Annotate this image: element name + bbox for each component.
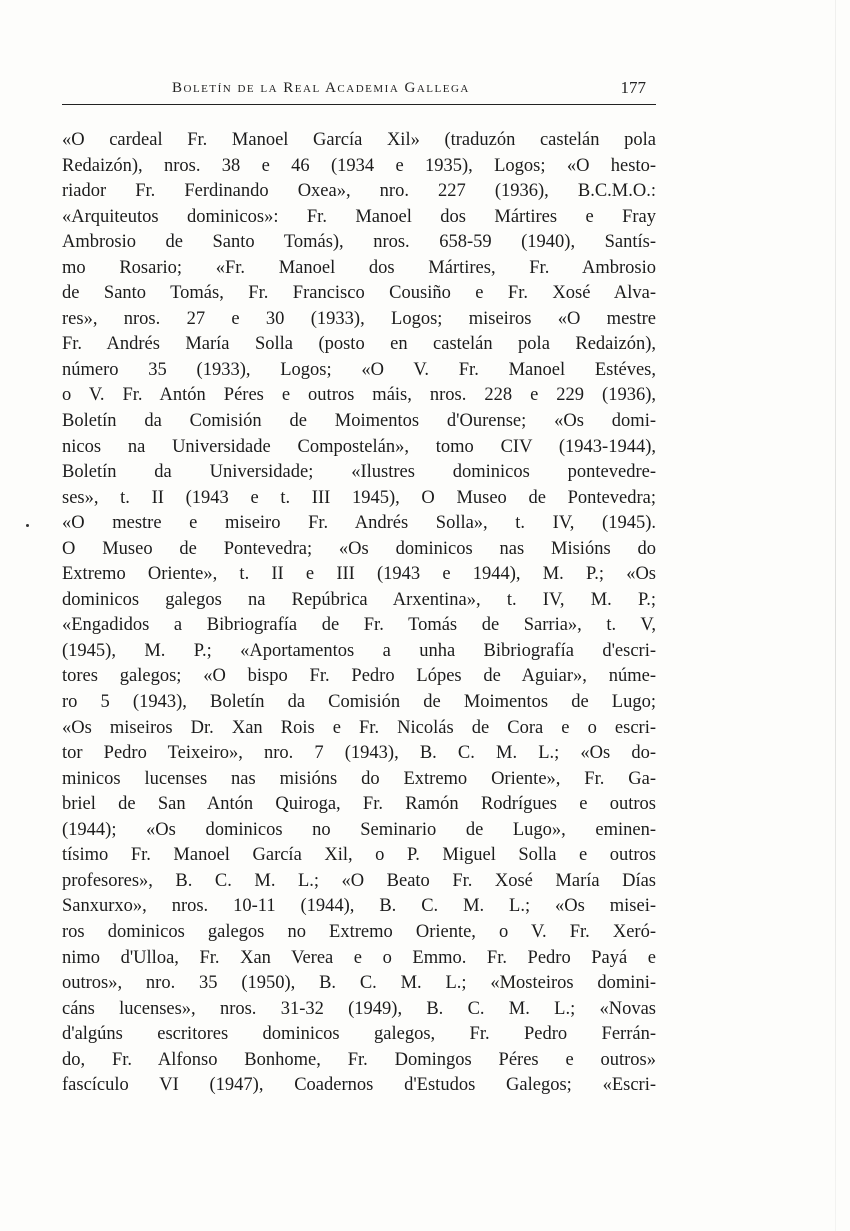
text-line: «Arquiteutos dominicos»: Fr. Manoel dos Mártires e Fray <box>62 206 656 227</box>
text-line: cáns lucenses», nros. 31-32 (1949), B. C. M. L.; «Novas <box>62 998 656 1019</box>
page-number: 177 <box>620 78 646 97</box>
margin-dot <box>26 524 29 527</box>
text-line: «Os miseiros Dr. Xan Rois e Fr. Nicolás de Cora e o escri- <box>62 717 656 738</box>
text-line: res», nros. 27 e 30 (1933), Logos; miseiros «O mestre <box>62 308 656 329</box>
text-line: ses», t. II (1943 e t. III 1945), O Museo de Pontevedra; <box>62 487 656 508</box>
text-line: nimo d'Ulloa, Fr. Xan Verea e o Emmo. Fr. Pedro Payá e <box>62 947 656 968</box>
text-line: tores galegos; «O bispo Fr. Pedro Lópes de Aguiar», núme- <box>62 666 656 687</box>
text-line: Boletín da Universidade; «Ilustres dominicos pontevedre- <box>62 462 656 483</box>
text-line: Fr. Andrés María Solla (posto en castelán pola Redaizón), <box>62 334 656 355</box>
text-line: (1944); «Os dominicos no Seminario de Lugo», eminen- <box>62 819 656 840</box>
text-line: briel de San Antón Quiroga, Fr. Ramón Rodrígues e outros <box>62 794 656 815</box>
text-line: outros», nro. 35 (1950), B. C. M. L.; «Mosteiros domini- <box>62 973 656 994</box>
text-line: número 35 (1933), Logos; «O V. Fr. Manoel Estéves, <box>62 359 656 380</box>
text-line: de Santo Tomás, Fr. Francisco Cousiño e Fr. Xosé Alva- <box>62 283 656 304</box>
text-line: ros dominicos galegos no Extremo Oriente, o V. Fr. Xeró- <box>62 921 656 942</box>
text-line: (1945), M. P.; «Aportamentos a unha Bibriografía d'escri- <box>62 640 656 661</box>
text-line: «Engadidos a Bibriografía de Fr. Tomás de Sarria», t. V, <box>62 615 656 636</box>
text-line: Extremo Oriente», t. II e III (1943 e 1944), M. P.; «Os <box>62 564 656 585</box>
text-line: Boletín da Comisión de Moimentos d'Ourense; «Os domi- <box>62 411 656 432</box>
body-text <box>62 128 656 1099</box>
text-line: mo Rosario; «Fr. Manoel dos Mártires, Fr. Ambrosio <box>62 257 656 278</box>
text-line: ro 5 (1943), Boletín da Comisión de Moimentos de Lugo; <box>62 692 656 713</box>
text-line: O Museo de Pontevedra; «Os dominicos nas Misións do <box>62 538 656 559</box>
journal-title: Boletín de la Real Academia Gallega <box>172 80 470 96</box>
text-line: o V. Fr. Antón Péres e outros máis, nros. 228 e 229 (1936), <box>62 385 656 406</box>
text-line: «O mestre e miseiro Fr. Andrés Solla», t. IV, (1945). <box>62 513 656 534</box>
text-line: profesores», B. C. M. L.; «O Beato Fr. Xosé María Días <box>62 870 656 891</box>
text-line: Redaizón), nros. 38 e 46 (1934 e 1935), Logos; «O hesto- <box>62 155 656 176</box>
text-line: tísimo Fr. Manoel García Xil, o P. Miguel Solla e outros <box>62 845 656 866</box>
text-line: fascículo VI (1947), Coadernos d'Estudos Galegos; «Escri- <box>62 1075 656 1096</box>
text-line: tor Pedro Teixeiro», nro. 7 (1943), B. C. M. L.; «Os do- <box>62 743 656 764</box>
scan-edge-shadow <box>835 0 836 1231</box>
text-line: do, Fr. Alfonso Bonhome, Fr. Domingos Péres e outros» <box>62 1049 656 1070</box>
text-line: «O cardeal Fr. Manoel García Xil» (traduzón castelán pola <box>62 130 656 150</box>
text-line: minicos lucenses nas misións do Extremo Oriente», Fr. Ga- <box>62 768 656 789</box>
text-line: d'algúns escritores dominicos galegos, Fr. Pedro Ferrán- <box>62 1024 656 1045</box>
text-line: riador Fr. Ferdinando Oxea», nro. 227 (1936), B.C.M.O.: <box>62 181 656 202</box>
running-header <box>62 78 656 105</box>
text-line: nicos na Universidade Compostelán», tomo CIV (1943-1944), <box>62 436 656 457</box>
text-line: Sanxurxo», nros. 10-11 (1944), B. C. M. L.; «Os misei- <box>62 896 656 917</box>
text-line: Ambrosio de Santo Tomás), nros. 658-59 (1940), Santís- <box>62 232 656 253</box>
text-line: dominicos galegos na Repúbrica Arxentina», t. IV, M. P.; <box>62 589 656 610</box>
